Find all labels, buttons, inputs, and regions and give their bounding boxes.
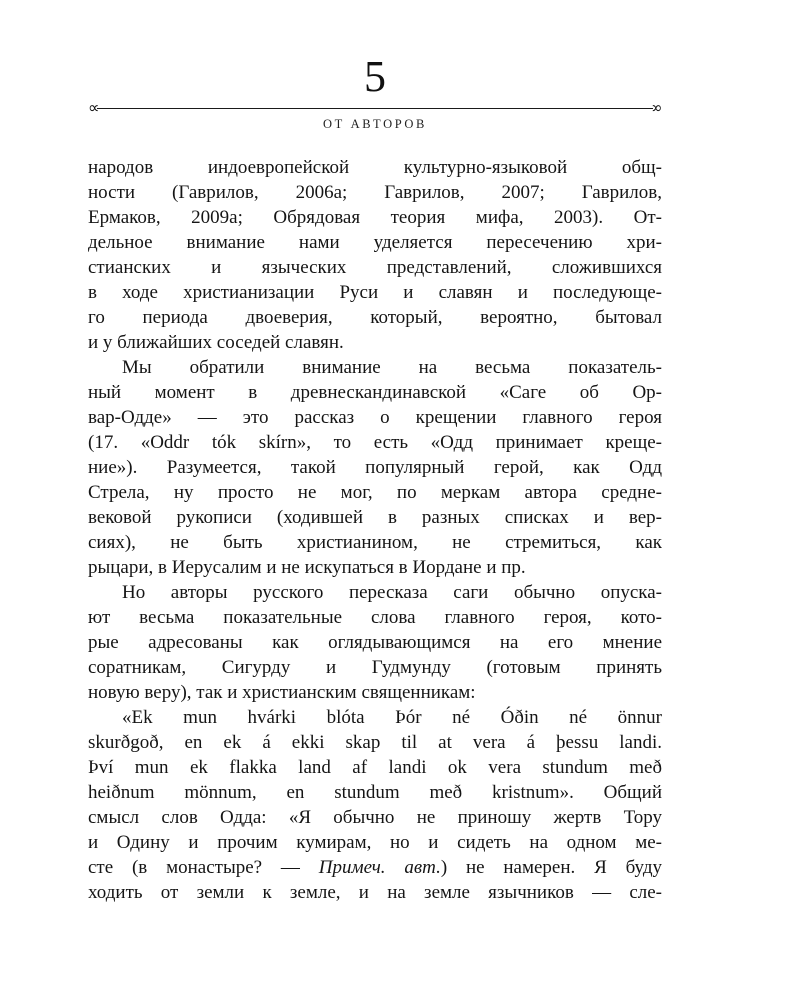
text-line [88,580,662,605]
text-line [88,555,662,580]
text-body [88,155,662,905]
text-run: «Ek mun hvárki blóta Þór né Óðin né önnur [122,707,662,728]
text-line [88,780,662,805]
text-line [88,255,662,280]
text-run: Ермаков, 2009а; Обрядовая теория мифа, 2003). От- [88,207,662,228]
text-line [88,530,662,555]
text-run: ходить от земли к земле, и на земле язычников — сле- [88,882,662,903]
text-run: вар-Одде» — это рассказ о крещении главного героя [88,407,662,428]
text-line [88,455,662,480]
paragraph [88,355,662,580]
text-line [88,305,662,330]
paragraph [88,155,662,355]
text-run: стианских и языческих представлений, сложившихся [88,257,662,278]
text-run: ности (Гаврилов, 2006а; Гаврилов, 2007; Гаврилов, [88,182,662,203]
text-line [88,280,662,305]
text-run: в ходе христианизации Руси и славян и последующе- [88,282,662,303]
text-line [88,330,662,355]
text-line [88,655,662,680]
text-line [88,230,662,255]
text-run: ние»). Разумеется, такой популярный герой, как Одд [88,457,662,478]
text-run: Мы обратили внимание на весьма показатель- [122,357,662,378]
paragraph [88,705,662,905]
text-line [88,880,662,905]
text-run: skurðgoð, en ek á ekki skap til at vera á þessu landi. [88,732,662,753]
text-line [88,380,662,405]
text-run: ют весьма показательные слова главного героя, кото- [88,607,662,628]
text-run: Стрела, ну просто не мог, по меркам автора средне- [88,482,662,503]
text-run: рыцари, в Иерусалим и не искупаться в Иордане и пр. [88,557,526,578]
text-run: смысл слов Одда: «Я обычно не приношу жертв Тору [88,807,662,828]
text-line [88,630,662,655]
text-run: heiðnum mönnum, en stundum með kristnum». Общий [88,782,662,803]
decorative-divider [88,100,662,116]
text-line [88,730,662,755]
text-run: новую веру), так и христианским священникам: [88,682,476,703]
text-run: Но авторы русского пересказа саги обычно опуска- [122,582,662,603]
text-run: и Одину и прочим кумирам, но и сидеть на одном ме- [88,832,662,853]
text-line [88,405,662,430]
text-line [88,805,662,830]
text-run: народов индоевропейской культурно-языковой общ- [88,157,662,178]
text-line [88,155,662,180]
paragraph [88,580,662,705]
text-line [88,180,662,205]
text-line [88,605,662,630]
text-run: ) не намерен. Я буду [440,857,662,878]
text-run: Því mun ek flakka land af landi ok vera stundum með [88,757,662,778]
text-run: вековой рукописи (ходившей в разных списках и вер- [88,507,662,528]
divider-line [97,108,652,109]
text-line [88,505,662,530]
text-column [88,0,662,905]
text-run: сиях), не быть христианином, не стремиться, как [88,532,662,553]
text-line [88,480,662,505]
text-line [88,355,662,380]
text-line [88,830,662,855]
text-line [88,680,662,705]
text-line [88,855,662,880]
text-run: и у ближайших соседей славян. [88,332,344,353]
page-header [88,0,662,132]
text-run: ный момент в древнескандинавской «Саге об Ор- [88,382,662,403]
text-line [88,430,662,455]
author-note-italic: Примеч. авт. [318,857,441,878]
text-run: дельное внимание нами уделяется пересечению хри- [88,232,662,253]
text-run: соратникам, Сигурду и Гудмунду (готовым принять [88,657,662,678]
text-line [88,205,662,230]
page-number: 5 [364,52,386,101]
text-line [88,705,662,730]
text-run: рые адресованы как оглядывающимся на его мнение [88,632,662,653]
text-run: го периода двоеверия, который, вероятно, бытовал [88,307,662,328]
running-title: ОТ АВТОРОВ [323,117,427,131]
text-run: (17. «Oddr tók skírn», то есть «Одд принимает креще- [88,432,662,453]
text-run: сте (в монастыре? — [88,857,319,878]
knot-ornament-right-icon: ∝ [650,98,662,117]
knot-ornament-left-icon: ∝ [88,98,100,117]
text-line [88,755,662,780]
